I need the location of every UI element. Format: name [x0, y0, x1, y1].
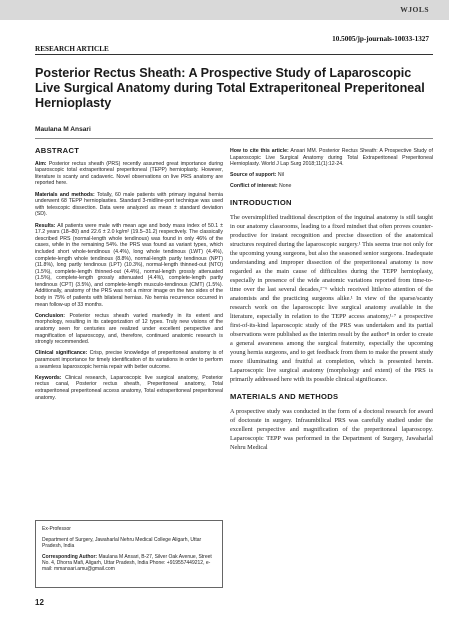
citation	[230, 148, 433, 168]
abstract-column	[35, 148, 223, 406]
citation-text: Ansari MM. Posterior Rectus Sheath: A Prospective Study of Laparoscopic Live Surgical Anatomy during Total Extraperitoneal Preperitoneal Hernioplasty. World J Lap Surg 2018;11(1):12-24.	[230, 148, 434, 168]
aim-text: Posterior rectus sheath (PRS) recently assumed great importance during laparoscopic total extraperitoneal preperitoneal (TEPP) hernioplasty. However, literature is scanty and cadaveric. Novel observations on live PRS anatomy are reported here.	[35, 160, 223, 187]
author-name: Maulana M Ansari	[35, 126, 91, 133]
keywords-label: Keywords:	[35, 374, 62, 381]
right-column	[230, 148, 433, 452]
abstract-heading: ABSTRACT	[35, 146, 80, 155]
article-type: RESEARCH ARTICLE	[35, 45, 109, 53]
conclusion-label: Conclusion:	[35, 312, 65, 319]
citation-label: How to cite this article:	[230, 148, 289, 154]
abstract-methods	[35, 192, 223, 218]
corresponding-label: Corresponding Author:	[42, 553, 98, 560]
abstract-aim	[35, 161, 223, 187]
abstract-keywords	[35, 375, 223, 401]
introduction-text: The oversimplified traditional description of the inguinal anatomy is still taught in our anatomy classrooms, leading to a fixed mindset that often proves counter-productive for instant recognition and precise dissection of the anatomical structures required during the laparoscopic surgery.¹ This seems true not only for the upcoming young surgeons, but also the seasoned senior surgeons. Inadequate understanding and improper dissection of the preperitoneal anatomy is now regarded as the main cause of difficulties during the TEPP hernioplasty, especially in presence of the wide anatomic variations reported from time-to-time over the last several decades,²⁻⁶ which received little/no attention of the anatomists and the practicing surgeons alike.¹ In view of the sparse/scanty research work on the laparoscopic live surgical anatomy available in the literature, especially in relation to the TEPP access anatomy,¹·⁷ a prospective first-of-its-kind laparoscopic study of the PRS was undertaken and its partial observations were published as the interim result by the author⁸ in order to create a general awareness among the surgical fraternity, especially the upcoming young hernia surgeons, and to get feedback from them to make the present study more illuminating and fruitful at completion, which is presented herein. Laparoscopic live surgical anatomy (morphology and extent) of the PRS is primarily addressed here with its possible clinical significance.	[230, 213, 433, 383]
affiliation-box	[35, 520, 223, 588]
significance-label: Clinical significance:	[35, 350, 88, 357]
abstract-conclusion	[35, 313, 223, 346]
methods-text: Totally, 60 male patients with primary inguinal hernia underwent 68 TEPP hernioplasties. Standard 3-midline-port technique was used with telescopic dissection. Data were analyzed as mean ± standard deviation (SD).	[35, 191, 223, 218]
conflict-value: None	[279, 183, 292, 190]
header-bar	[0, 0, 449, 20]
abstract-results	[35, 223, 223, 309]
author-position: Ex-Professor	[42, 526, 71, 532]
conflict-label: Conflict of interest:	[230, 183, 278, 190]
conclusion-text: Posterior rectus sheath varied markedly in its extent and morphology, resulting in its categorization of 12 types. Truly new visions of the anatomy seen for centuries are realized under excellent perspective and magnification of laparoscopy, and, therefore, continued anatomic research is strongly recommended.	[35, 312, 223, 346]
author-department: Department of Surgery, Jawaharlal Nehru Medical College Aligarh, Uttar Pradesh, India	[42, 536, 202, 550]
methods-text: A prospective study was conducted in the form of a doctoral research for award of doctorate in surgery. Infraumbilical PRS was carefully studied under the excellent perspective and magnification of the preperitoneal laparoscopy. Laparoscopic TEPP was performed in the Department of Surgery, Jawaharlal Nehru Medical	[230, 407, 433, 451]
aim-label: Aim:	[35, 160, 47, 167]
significance-text: Crisp, precise knowledge of preperitoneal anatomy is of paramount importance for timely identification of its variations in order to perform a seamless laparoscopic hernia repair with better outcome.	[35, 350, 223, 370]
journal-name: WJOLS	[400, 5, 429, 14]
corresponding-author	[42, 554, 216, 573]
abstract-significance	[35, 350, 223, 370]
page-number: 12	[35, 598, 44, 607]
support-value: Nil	[277, 172, 284, 179]
corresponding-text: Maulana M Ansari, B-27, Silver Oak Avenue, Street No. 4, Dhorra Mafi, Aligarh, Uttar Pradesh, India Phone: +919557449212, e-mail: mmansari.amu@gmail.com	[42, 553, 212, 573]
results-text: All patients were male with mean age and body mass index of 50.1 ± 17.2 years (18–80) and 22.6 ± 2.0 kg/m² (19.5–31.2) respectively. The classically described PRS (normal-length whole tendinous) was found in only 46% of the cases, while in the remaining 54%. the PRS was found as variant types, which included short whole-tendinous (4.4%), long whole tendinous (LWT) (4.4%), complete-length whole tendinous (8.8%), normal-length partly tendinous (NPT) (11.8%), long partly tendinous (LPT) (10.3%), normal-length thinned-out (NTO) (1.5%), complete-length thinned-out (4.4%), normal-length grossly attenuated (1.5%), complete-length grossly attenuated (4.4%), complete-length partly tendinous (CPT) (3.5%), and complete-length musculo-tendinous (CMT) (1.5%). Additionally, anatomy of the PRS was not a mirror image on the two sides of the body in 75% of patients with bilateral hernias. No hernia recurrence occurred in mean follow-up of 33 months.	[35, 222, 224, 308]
methods-heading: MATERIALS AND METHODS	[230, 391, 339, 401]
introduction-heading: INTRODUCTION	[230, 197, 292, 207]
keywords-text: Clinical research, Laparoscopic live surgical anatomy, Posterior rectus canal, Posterior rectus sheath, Preperitoneal anatomy, Total extraperitoneal preperitoneal access anatomy, Total extraperitoneal preperitoneal anatomy.	[35, 374, 223, 401]
title-rule	[35, 138, 433, 139]
article-title: Posterior Rectus Sheath: A Prospective Study of Laparoscopic Live Surgical Anatomy during Total Extraperitoneal Preperitoneal Hernioplasty	[35, 66, 425, 110]
doi[interactable]: 10.5005/jp-journals-10033-1327	[332, 35, 429, 43]
results-label: Results:	[35, 222, 56, 229]
source-of-support	[230, 172, 433, 179]
support-label: Source of support:	[230, 172, 277, 179]
header-rule	[35, 54, 433, 55]
conflict-of-interest	[230, 183, 433, 190]
methods-label: Materials and methods:	[35, 191, 95, 198]
